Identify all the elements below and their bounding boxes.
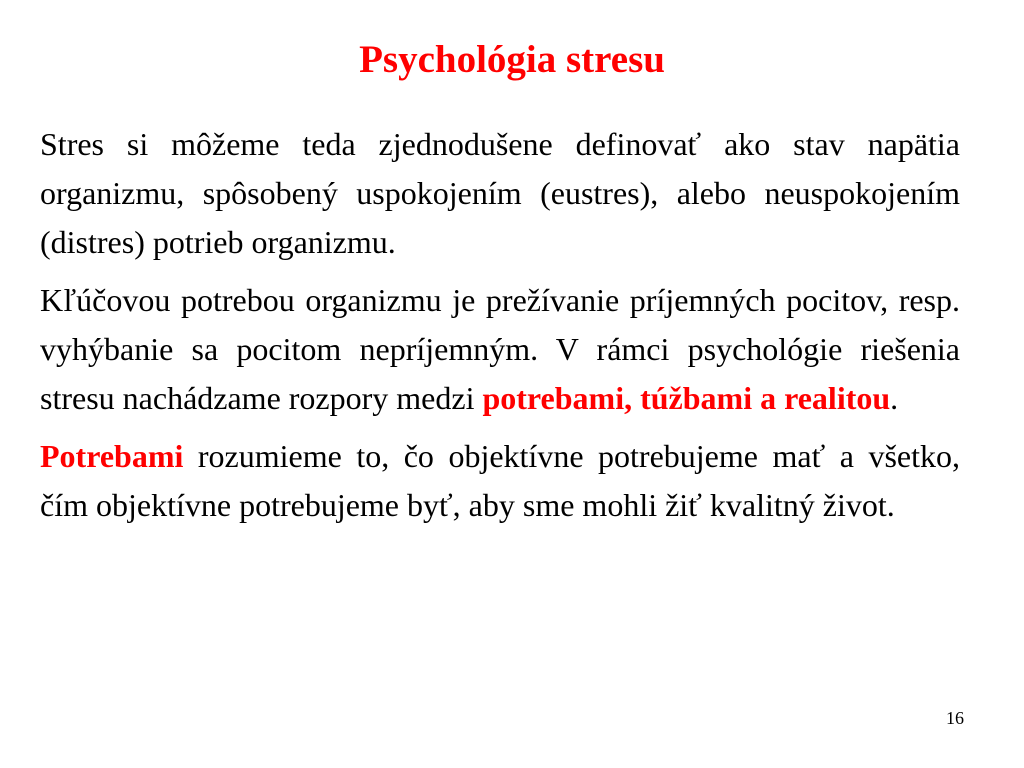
page-number: 16 [946, 708, 964, 728]
paragraph-text-after: rozumieme to, čo objektívne potrebujeme mať a všetko, čím objektívne potrebujeme byť, aby sme mohli žiť kvalitný život. [40, 438, 960, 523]
highlight-needs: Potrebami [40, 438, 184, 474]
paragraph-text-before: Kľúčovou potrebou organizmu je prežívanie príjemných pocitov, resp. vyhýbanie sa pocitom nepríjemným. V rámci psychológie riešenia stresu nachádzame rozpory medzi [40, 282, 960, 416]
slide-body [40, 120, 960, 539]
paragraph-text: Stres si môžeme teda zjednodušene definovať ako stav napätia organizmu, spôsobený uspokojením (eustres), alebo neuspokojením (distres) potrieb organizmu. [40, 126, 960, 260]
paragraph-needs-definition [40, 432, 960, 530]
paragraph-stress-definition [40, 120, 960, 267]
paragraph-key-need [40, 276, 960, 423]
paragraph-text-after: . [890, 380, 899, 416]
highlight-needs-desires-reality: potrebami, túžbami a realitou [482, 380, 891, 416]
slide-title: Psychológia stresu [359, 38, 665, 81]
